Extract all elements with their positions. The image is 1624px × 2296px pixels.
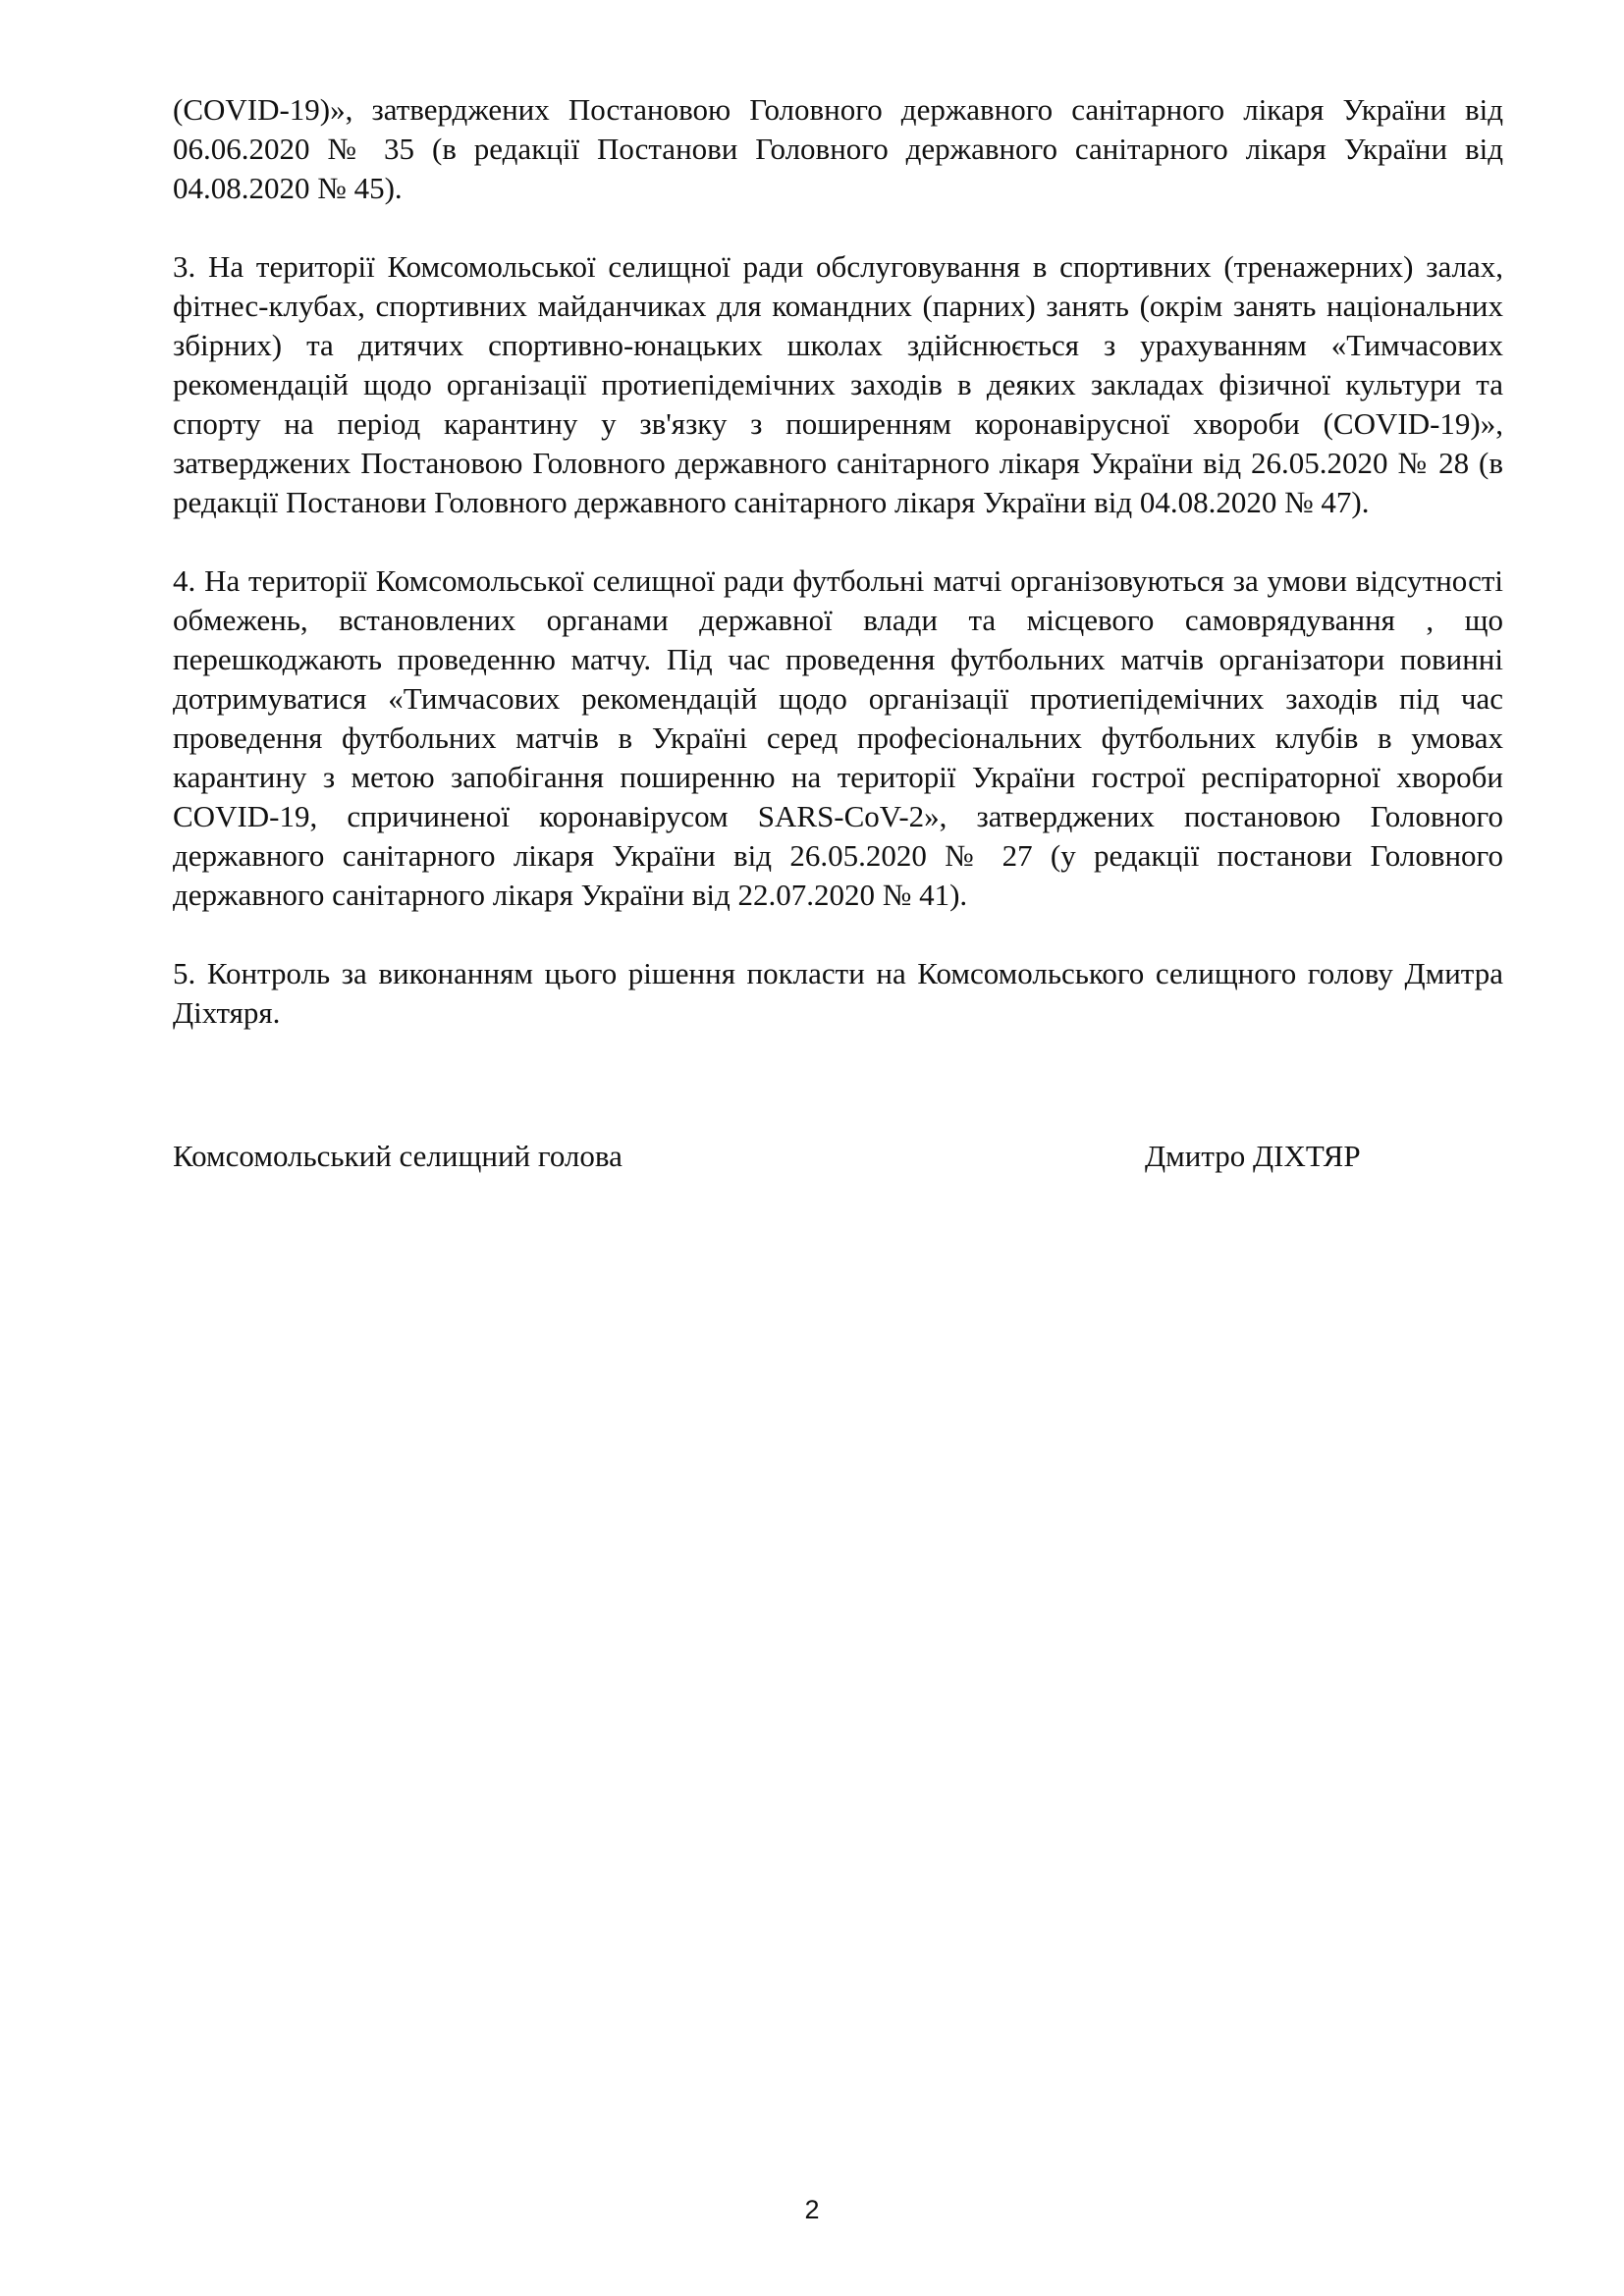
paragraph-3: 3. На території Комсомольської селищної ради обслуговування в спортивних (тренажерних) залах, фітнес-клубах, спортивних майданчиках для командних (парних) занять (окрім занять національних збірних) та дитячих спортивно-юнацьких школах здійснюється з урахуванням «Тимчасових рекомендацій щодо організації протиепідемічних заходів в деяких закладах фізичної культури та спорту на період карантину у зв'язку з поширенням коронавірусної хвороби (COVID-19)», затверджених Постановою Головного державного санітарного лікаря України від 26.05.2020 № 28 (в редакції Постанови Головного державного санітарного лікаря України від 04.08.2020 № 47). bbox=[173, 249, 1503, 519]
paragraph-4: 4. На території Комсомольської селищної ради футбольні матчі організовуються за умови відсутності обмежень, встановлених органами державної влади та місцевого самоврядування , що перешкоджають проведенню матчу. Під час проведення футбольних матчів організатори повинні дотримуватися «Тимчасових рекомендацій щодо організації протиепідемічних заходів під час проведення футбольних матчів в Україні серед професіональних футбольних клубів в умовах карантину з метою запобігання поширенню на території України гострої респіраторної хвороби COVID-19, спричиненої коронавірусом SARS-CoV-2», затверджених постановою Головного державного санітарного лікаря України від 26.05.2020 № 27 (у редакції постанови Головного державного санітарного лікаря України від 22.07.2020 № 41). bbox=[173, 563, 1503, 912]
document-body bbox=[173, 90, 1503, 1072]
paragraph-continuation: (COVID-19)», затверджених Постановою Головного державного санітарного лікаря України від 06.06.2020 № 35 (в редакції Постанови Головного державного санітарного лікаря України від 04.08.2020 № 45). bbox=[173, 92, 1503, 205]
signatory-position: Комсомольський селищний голова bbox=[173, 1139, 623, 1173]
signatory-name: Дмитро ДІХТЯР bbox=[1145, 1139, 1361, 1173]
page-number: 2 bbox=[804, 2195, 820, 2224]
signature-block bbox=[173, 1137, 1449, 1180]
paragraph-5: 5. Контроль за виконанням цього рішення покласти на Комсомольського селищного голову Дмитра Діхтяря. bbox=[173, 956, 1503, 1030]
